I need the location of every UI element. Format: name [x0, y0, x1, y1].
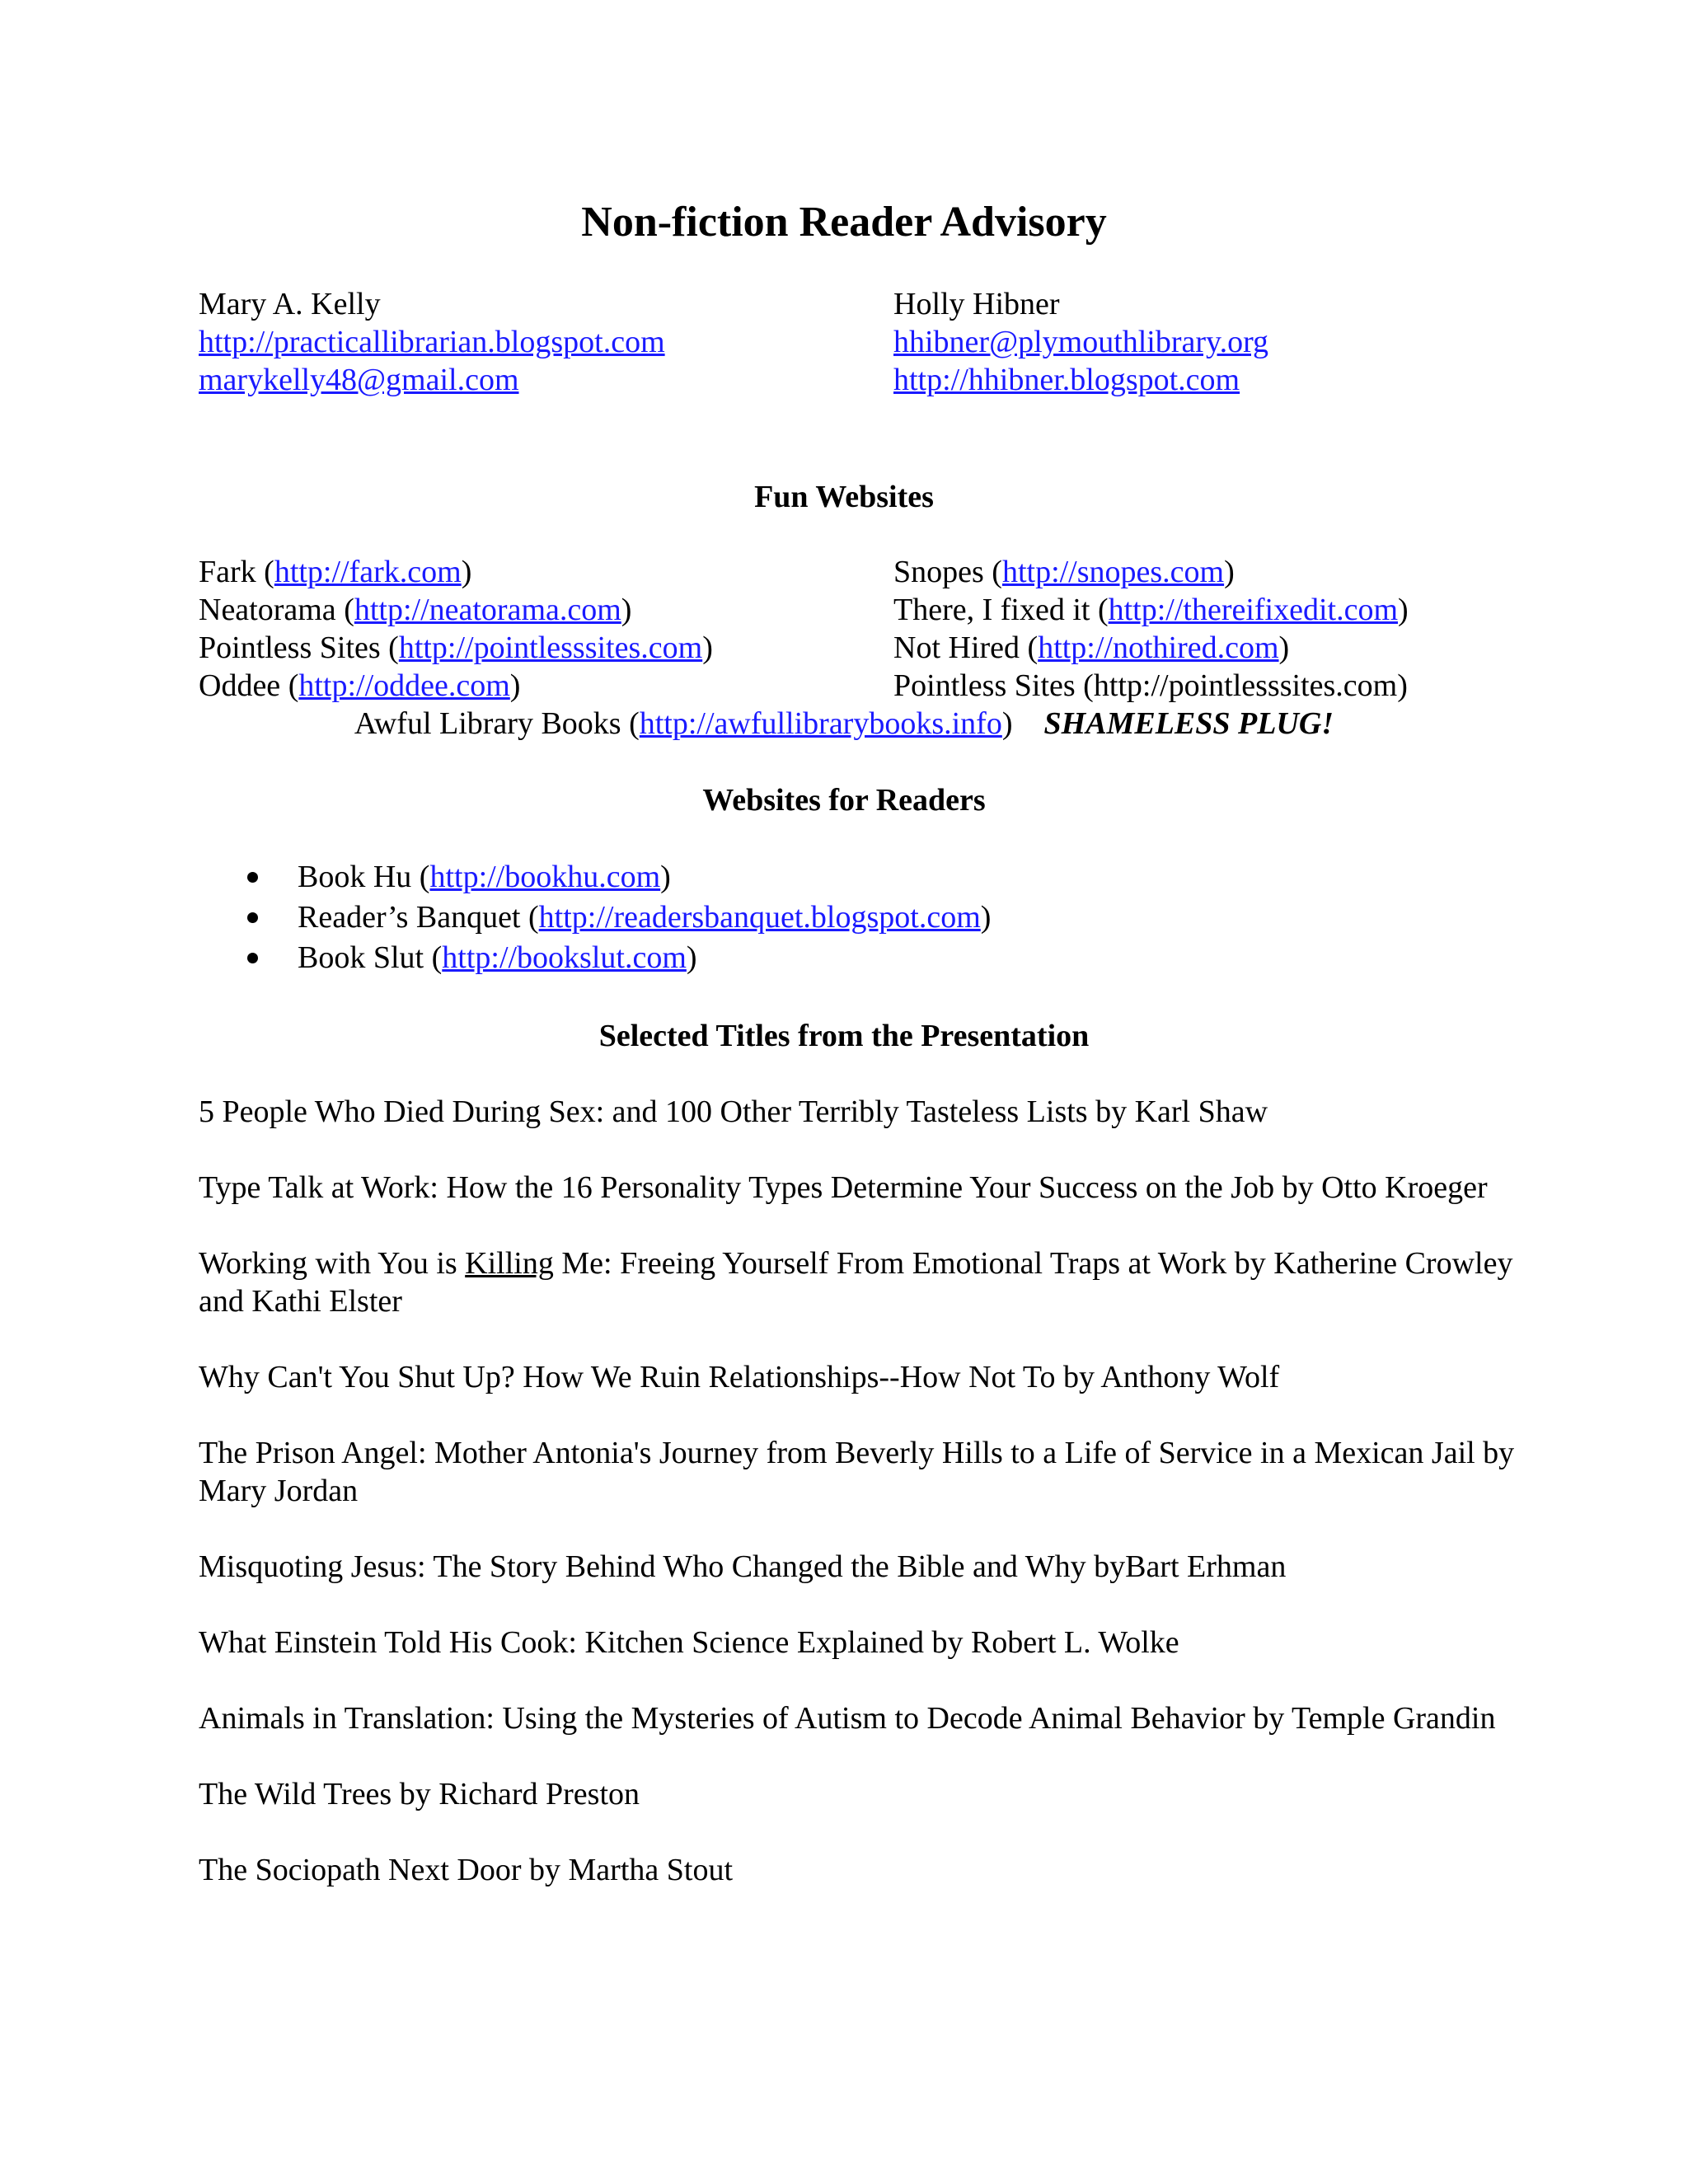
- site-link[interactable]: http://pointlesssites.com: [398, 630, 703, 665]
- site-link[interactable]: http://fark.com: [274, 555, 462, 589]
- site-link[interactable]: http://snopes.com: [1001, 555, 1225, 589]
- author-email-link[interactable]: marykelly48@gmail.com: [199, 363, 519, 397]
- site-link[interactable]: http://bookhu.com: [429, 860, 661, 894]
- fun-websites-right: [893, 553, 1409, 705]
- book-title: Working with You is Killing Me: Freeing Yourself From Emotional Traps at Work by Katherine Crowley and Kathi Elster: [199, 1246, 1513, 1319]
- site-entry: Fark (http://fark.com): [199, 555, 472, 589]
- site-entry: Not Hired (http://nothired.com): [893, 630, 1290, 665]
- site-link[interactable]: http://readersbanquet.blogspot.com: [538, 900, 981, 935]
- book-title: Animals in Translation: Using the Mysteries of Autism to Decode Animal Behavior by Temple Grandin: [199, 1701, 1496, 1736]
- author-name: Mary A. Kelly: [199, 287, 381, 321]
- bullet-icon: [247, 872, 258, 883]
- fun-websites-heading: Fun Websites: [754, 480, 934, 514]
- site-link[interactable]: http://bookslut.com: [442, 940, 687, 975]
- author-blog-link[interactable]: http://hhibner.blogspot.com: [893, 363, 1240, 397]
- author-email-link[interactable]: hhibner@plymouthlibrary.org: [893, 325, 1269, 359]
- bullet-icon: [247, 912, 258, 923]
- book-title: Type Talk at Work: How the 16 Personality Types Determine Your Success on the Job by Otto Kroeger: [199, 1170, 1488, 1205]
- site-entry: Pointless Sites (http://pointlesssites.com): [893, 668, 1408, 703]
- site-url-text: http://pointlesssites.com: [1093, 668, 1398, 703]
- selected-titles-heading: Selected Titles from the Presentation: [598, 1019, 1090, 1053]
- bullet-icon: [247, 953, 258, 963]
- author-left: [199, 285, 665, 399]
- book-title: What Einstein Told His Cook: Kitchen Science Explained by Robert L. Wolke: [199, 1625, 1179, 1660]
- featured-site: Awful Library Books (http://awfullibrarybooks.info) SHAMELESS PLUG!: [354, 706, 1334, 741]
- document-page: Non-fiction Reader Advisory Mary A. Kelly http://practicallibrarian.blogspot.com marykelly48@gmail.com Holly Hibner hhibner@plymouthlibrary.org http://hhibner.blogspot.com Fun Websites Fark (http://fark.com) Neatorama (http://neatorama.com) Pointless Sites (http://pointlesssites.com) Oddee (http://oddee.com) Snopes (http://snopes.com) There, I fixed it (http://thereifixedit.com) Not Hired (http://nothired.com) Pointless Sites (http://pointlesssites.com) Awful Library Books (http://awfullibrarybooks.info) SHAMELESS PLUG! Websites for Readers Book Hu (http://bookhu.com) Reader’s Banquet (http://readersbanquet.blogspot.com) Book Slut (http://bookslut.com) Selected Titles from the Presentation 5 People Who Died During Sex: and 100 Other Terribly Tasteless Lists by Karl Shaw Type Talk at Work: How the 16 Personality Types Determine Your Success on the Job by Otto Kroeger Working with You is Killing Me: Freeing Yourself From Emotional Traps at Work by Katherine Crowley and Kathi Elster Why Can't You Shut Up? How We Ruin Relationships--How Not To by Anthony Wolf The Prison Angel: Mother Antonia's Journey from Beverly Hills to a Life of Service in a Mexican Jail by Mary Jordan Misquoting Jesus: The Story Behind Who Changed the Bible and Why byBart Erhman What Einstein Told His Cook: Kitchen Science Explained by Robert L. Wolke Animals in Translation: Using the Mysteries of Autism to Decode Animal Behavior by Temple Grandin The Wild Trees by Richard Preston The Sociopath Next Door by Martha Stout: [0, 0, 1688, 2184]
- reader-websites-heading: Websites for Readers: [702, 783, 986, 818]
- author-right: [893, 285, 1268, 399]
- site-link[interactable]: http://neatorama.com: [354, 593, 621, 627]
- site-entry: There, I fixed it (http://thereifixedit.com): [893, 593, 1409, 627]
- selected-titles-list: [199, 1093, 1517, 1927]
- book-title: Why Can't You Shut Up? How We Ruin Relationships--How Not To by Anthony Wolf: [199, 1360, 1280, 1394]
- site-entry: Neatorama (http://neatorama.com): [199, 593, 632, 627]
- shameless-plug: SHAMELESS PLUG!: [1043, 706, 1334, 741]
- book-title: Misquoting Jesus: The Story Behind Who Changed the Bible and Why byBart Erhman: [199, 1549, 1287, 1584]
- site-entry: Oddee (http://oddee.com): [199, 668, 521, 703]
- site-entry: Pointless Sites (http://pointlesssites.com): [199, 630, 713, 665]
- book-title: 5 People Who Died During Sex: and 100 Other Terribly Tasteless Lists by Karl Shaw: [199, 1094, 1268, 1129]
- site-link[interactable]: http://nothired.com: [1038, 630, 1279, 665]
- page-title: Non-fiction Reader Advisory: [581, 199, 1107, 246]
- fun-websites-left: [199, 553, 713, 705]
- author-name: Holly Hibner: [893, 287, 1060, 321]
- site-entry: Snopes (http://snopes.com): [893, 555, 1235, 589]
- site-link[interactable]: http://thereifixedit.com: [1108, 593, 1399, 627]
- author-blog-link[interactable]: http://practicallibrarian.blogspot.com: [199, 325, 665, 359]
- book-title: The Prison Angel: Mother Antonia's Journey from Beverly Hills to a Life of Service in a Mexican Jail by Mary Jordan: [199, 1436, 1515, 1508]
- book-title: The Wild Trees by Richard Preston: [199, 1777, 640, 1811]
- site-link[interactable]: http://awfullibrarybooks.info: [639, 706, 1002, 741]
- site-link[interactable]: http://oddee.com: [298, 668, 510, 703]
- book-title: The Sociopath Next Door by Martha Stout: [199, 1853, 734, 1887]
